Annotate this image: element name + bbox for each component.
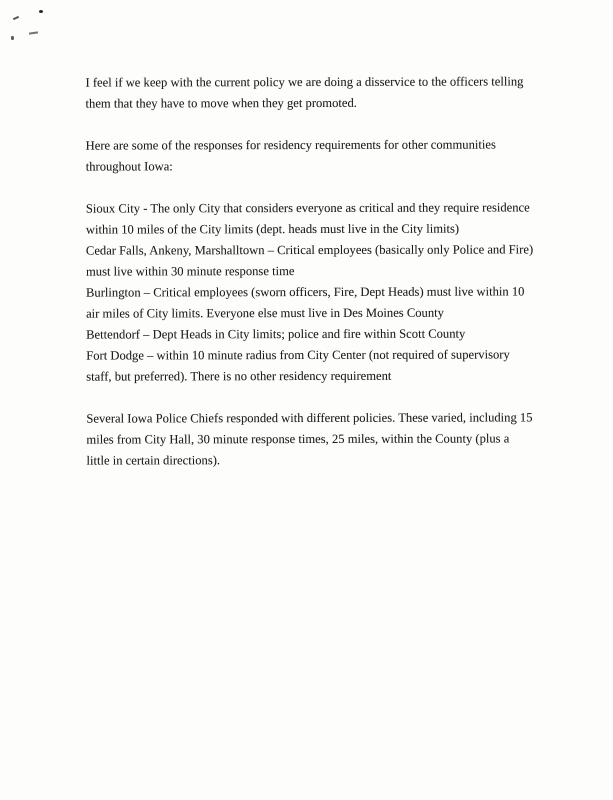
response-bettendorf: Bettendorf – Dept Heads in City limits; police and fire within Scott County (86, 326, 466, 342)
response-sioux-city: Sioux City - The only City that considers everyone as critical and they require residence within 10 miles of the City limits (dept. heads must live in the City limits) (85, 200, 530, 237)
document-text-block (85, 71, 534, 492)
response-cedar-falls-ankeny-marshalltown: Cedar Falls, Ankeny, Marshalltown – Critical employees (basically only Police and Fire) must live within 30 minute response time (85, 242, 534, 279)
response-burlington: Burlington – Critical employees (sworn officers, Fire, Dept Heads) must live within 10 air miles of City limits. Everyone else must live in Des Moines County (86, 284, 525, 321)
scan-artifact (39, 10, 43, 13)
paragraph-lead-in: Here are some of the responses for residency requirements for other communities throughout Iowa: (85, 137, 496, 174)
response-fort-dodge: Fort Dodge – within 10 minute radius from City Center (not required of supervisory staff, but preferred). There is no other residency requirement (86, 347, 510, 384)
paragraph-current-policy: I feel if we keep with the current policy we are doing a disservice to the officers telling them that they have to move when they get promoted. (85, 74, 524, 111)
residency-responses-list (86, 197, 534, 387)
scan-artifact (11, 36, 14, 40)
scan-artifact (13, 16, 19, 20)
scan-artifact (29, 31, 38, 34)
paragraph-closing: Several Iowa Police Chiefs responded with different policies. These varied, including 15 miles from City Hall, 30 minute response times, 25 miles, within the County (plus a little in certain directions). (86, 410, 533, 468)
